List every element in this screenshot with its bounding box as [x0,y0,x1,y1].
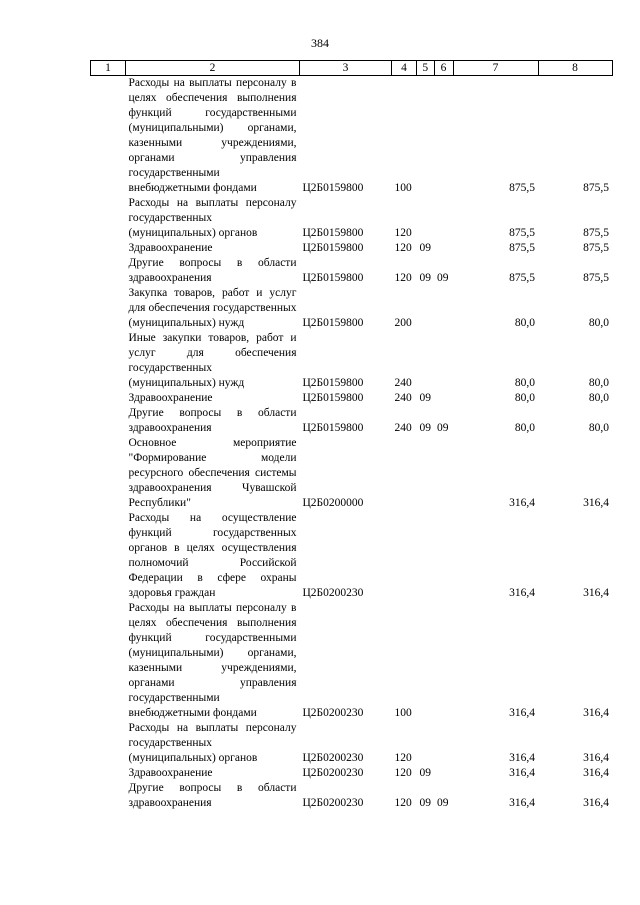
cell-blank [91,76,126,197]
cell-amount-col8: 80,0 [588,317,609,329]
cell-section [417,511,435,601]
cell-amount-col8: 80,0 [588,377,609,389]
cell-name: Расходы на выплаты персоналу государственных (муниципальных) органов [128,722,297,764]
cell-amount-col8: 875,5 [583,242,609,254]
cell-section [417,601,435,721]
cell-subsection [434,601,453,721]
table-row [91,436,613,511]
cell-amount-col8: 80,0 [588,392,609,404]
cell-section: 09 [419,242,431,254]
cell-blank [91,766,126,781]
column-header-row [91,61,613,76]
cell-subsection: 09 [437,272,449,284]
table-row [91,511,613,601]
cell-code: Ц2Б0200230 [302,587,364,599]
cell-subsection: 09 [437,422,449,434]
cell-section [417,76,435,197]
cell-amount-col7: 875,5 [509,227,535,239]
cell-blank [91,436,126,511]
cell-expense-type: 120 [394,752,412,764]
cell-blank [91,781,126,811]
cell-amount-col8: 316,4 [583,707,609,719]
table-row [91,781,613,811]
cell-blank [91,406,126,436]
cell-code: Ц2Б0159800 [302,242,364,254]
table-row [91,286,613,331]
cell-blank [91,331,126,391]
cell-section: 09 [419,272,431,284]
cell-name: Другие вопросы в области здравоохранения [128,782,297,809]
cell-name: Здравоохранение [128,242,213,254]
table-row [91,391,613,406]
table-body [91,61,613,812]
cell-expense-type: 120 [394,797,412,809]
cell-expense-type [392,511,417,601]
table-row [91,331,613,391]
table-row [91,721,613,766]
cell-amount-col7: 875,5 [509,242,535,254]
cell-code: Ц2Б0159800 [302,392,364,404]
page-number: 384 [311,36,329,50]
table-row [91,766,613,781]
cell-amount-col7: 875,5 [509,272,535,284]
cell-subsection [434,436,453,511]
cell-amount-col7: 316,4 [509,497,535,509]
cell-subsection [434,721,453,766]
table-row [91,196,613,241]
cell-blank [91,256,126,286]
cell-amount-col8: 316,4 [583,752,609,764]
cell-amount-col8: 875,5 [583,182,609,194]
cell-name: Закупка товаров, работ и услуг для обеспечения государственных (муниципальных) нужд [128,287,297,329]
cell-subsection [434,76,453,197]
cell-name: Другие вопросы в области здравоохранения [128,257,297,284]
cell-section: 09 [419,767,431,779]
table-row [91,241,613,256]
cell-section [417,196,435,241]
cell-section: 09 [419,422,431,434]
cell-section [417,721,435,766]
cell-amount-col7: 316,4 [509,767,535,779]
cell-code: Ц2Б0159800 [302,317,364,329]
cell-name: Основное мероприятие "Формирование модели ресурсного обеспечения системы здравоохранения Чувашской Республики" [128,437,297,509]
cell-name: Здравоохранение [128,767,213,779]
cell-name: Здравоохранение [128,392,213,404]
cell-amount-col7: 80,0 [514,317,535,329]
cell-amount-col7: 80,0 [514,422,535,434]
cell-section [417,331,435,391]
cell-name: Расходы на выплаты персоналу государственных (муниципальных) органов [128,197,297,239]
cell-subsection: 09 [437,797,449,809]
cell-code: Ц2Б0159800 [302,272,364,284]
cell-name: Иные закупки товаров, работ и услуг для обеспечения государственных (муниципальных) нужд [128,332,297,389]
cell-code: Ц2Б0200000 [302,497,364,509]
column-header: 8 [538,61,612,76]
cell-amount-col8: 875,5 [583,227,609,239]
cell-subsection [434,511,453,601]
column-header: 3 [300,61,392,76]
cell-name: Расходы на осуществление функций государственных органов в целях осуществления полномочий Российской Федерации в сфере охраны здоровья граждан [128,512,297,599]
cell-amount-col7: 80,0 [514,377,535,389]
cell-amount-col7: 316,4 [509,752,535,764]
cell-expense-type: 240 [394,422,412,434]
cell-blank [91,601,126,721]
cell-subsection [434,331,453,391]
cell-amount-col7: 316,4 [509,797,535,809]
cell-name: Другие вопросы в области здравоохранения [128,407,297,434]
column-header: 2 [126,61,300,76]
table-row [91,406,613,436]
column-header: 6 [434,61,453,76]
cell-code: Ц2Б0200230 [302,797,364,809]
column-header: 5 [417,61,435,76]
cell-code: Ц2Б0200230 [302,767,364,779]
table-row [91,601,613,721]
cell-section: 09 [419,797,431,809]
cell-expense-type: 240 [394,392,412,404]
cell-code: Ц2Б0159800 [302,377,364,389]
cell-blank [91,511,126,601]
cell-amount-col8: 316,4 [583,797,609,809]
cell-name: Расходы на выплаты персоналу в целях обеспечения выполнения функций государственными (муниципальными) органами, казенными учреждениями, органами управления государственными внебюджетными фондами [128,602,297,719]
cell-amount-col8: 316,4 [583,767,609,779]
cell-amount-col7: 80,0 [514,392,535,404]
cell-amount-col8: 875,5 [583,272,609,284]
cell-code: Ц2Б0159800 [302,227,364,239]
cell-blank [91,286,126,331]
cell-expense-type [392,436,417,511]
column-header: 1 [91,61,126,76]
cell-amount-col8: 316,4 [583,587,609,599]
cell-section [417,286,435,331]
cell-expense-type: 120 [394,227,412,239]
cell-amount-col7: 316,4 [509,707,535,719]
column-header: 4 [392,61,417,76]
cell-name: Расходы на выплаты персоналу в целях обеспечения выполнения функций государственными (муниципальными) органами, казенными учреждениями, органами управления государственными внебюджетными фондами [128,77,297,194]
cell-amount-col7: 316,4 [509,587,535,599]
cell-code: Ц2Б0200230 [302,707,364,719]
cell-expense-type: 200 [394,317,412,329]
cell-subsection [434,241,453,256]
cell-code: Ц2Б0159800 [302,182,364,194]
column-header: 7 [453,61,538,76]
budget-table [90,60,613,811]
cell-subsection [434,766,453,781]
cell-blank [91,196,126,241]
cell-amount-col8: 80,0 [588,422,609,434]
cell-expense-type: 120 [394,767,412,779]
cell-amount-col8: 316,4 [583,497,609,509]
cell-blank [91,721,126,766]
cell-blank [91,391,126,406]
cell-subsection [434,286,453,331]
cell-section [417,436,435,511]
table-row [91,256,613,286]
cell-expense-type: 240 [394,377,412,389]
cell-subsection [434,391,453,406]
cell-expense-type: 100 [394,182,412,194]
cell-expense-type: 100 [394,707,412,719]
table-row [91,76,613,197]
cell-code: Ц2Б0159800 [302,422,364,434]
cell-blank [91,241,126,256]
cell-expense-type: 120 [394,272,412,284]
cell-section: 09 [419,392,431,404]
cell-code: Ц2Б0200230 [302,752,364,764]
cell-amount-col7: 875,5 [509,182,535,194]
cell-subsection [434,196,453,241]
cell-expense-type: 120 [394,242,412,254]
